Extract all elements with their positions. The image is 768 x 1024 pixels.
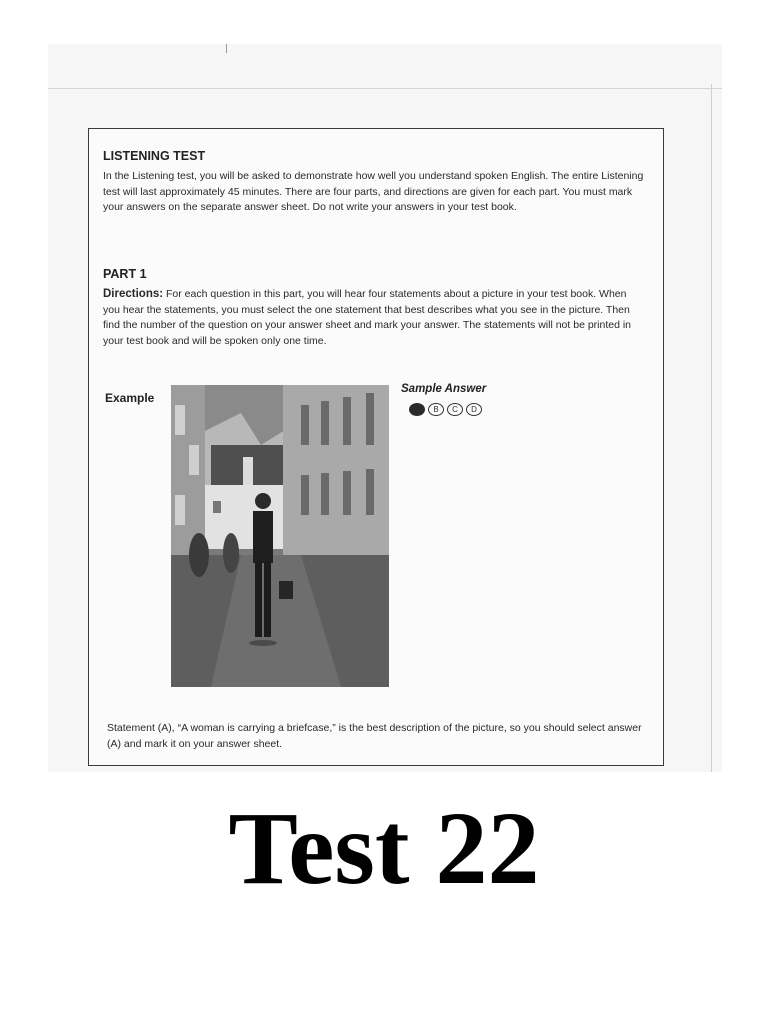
statement-paragraph: Statement (A), “A woman is carrying a briefcase,” is the best description of the picture, so you should select answer (A) and mark it on your answer sheet. xyxy=(107,722,642,750)
scan-mark xyxy=(226,44,227,53)
test-page-frame xyxy=(88,128,664,766)
cover-title: Test 22 xyxy=(228,791,540,906)
answer-bubble-c: C xyxy=(447,403,463,416)
part-title: PART 1 xyxy=(103,267,147,281)
example-label: Example xyxy=(105,391,155,405)
directions-label: Directions: xyxy=(103,288,164,300)
example-photo xyxy=(171,385,389,687)
scanned-page xyxy=(48,44,722,772)
answer-bubble-b: B xyxy=(428,403,444,416)
directions-text: For each question in this part, you will hear four statements about a picture in your test book. When you hear the statements, you must select the one statement that best describes what you see in the picture. Then find the number of the question on your answer sheet and mark your answer. The statements will not be printed in your test book and will be spoken only one time. xyxy=(103,288,632,347)
section-heading: LISTENING TEST xyxy=(103,149,206,163)
sample-answer-bubbles xyxy=(409,403,482,416)
sample-answer-title: Sample Answer xyxy=(401,383,487,395)
directions-paragraph xyxy=(103,287,645,349)
answer-bubble-d: D xyxy=(466,403,482,416)
scan-edge-right xyxy=(711,84,712,772)
answer-bubble-a xyxy=(409,403,425,416)
intro-paragraph: In the Listening test, you will be asked to demonstrate how well you understand spoken English. The entire Listening test will last approximately 45 minutes. There are four parts, and directions are given for each part. You must mark your answers on the separate answer sheet. Do not write your answers in your test book. xyxy=(103,170,644,213)
scan-edge-top xyxy=(48,88,722,89)
